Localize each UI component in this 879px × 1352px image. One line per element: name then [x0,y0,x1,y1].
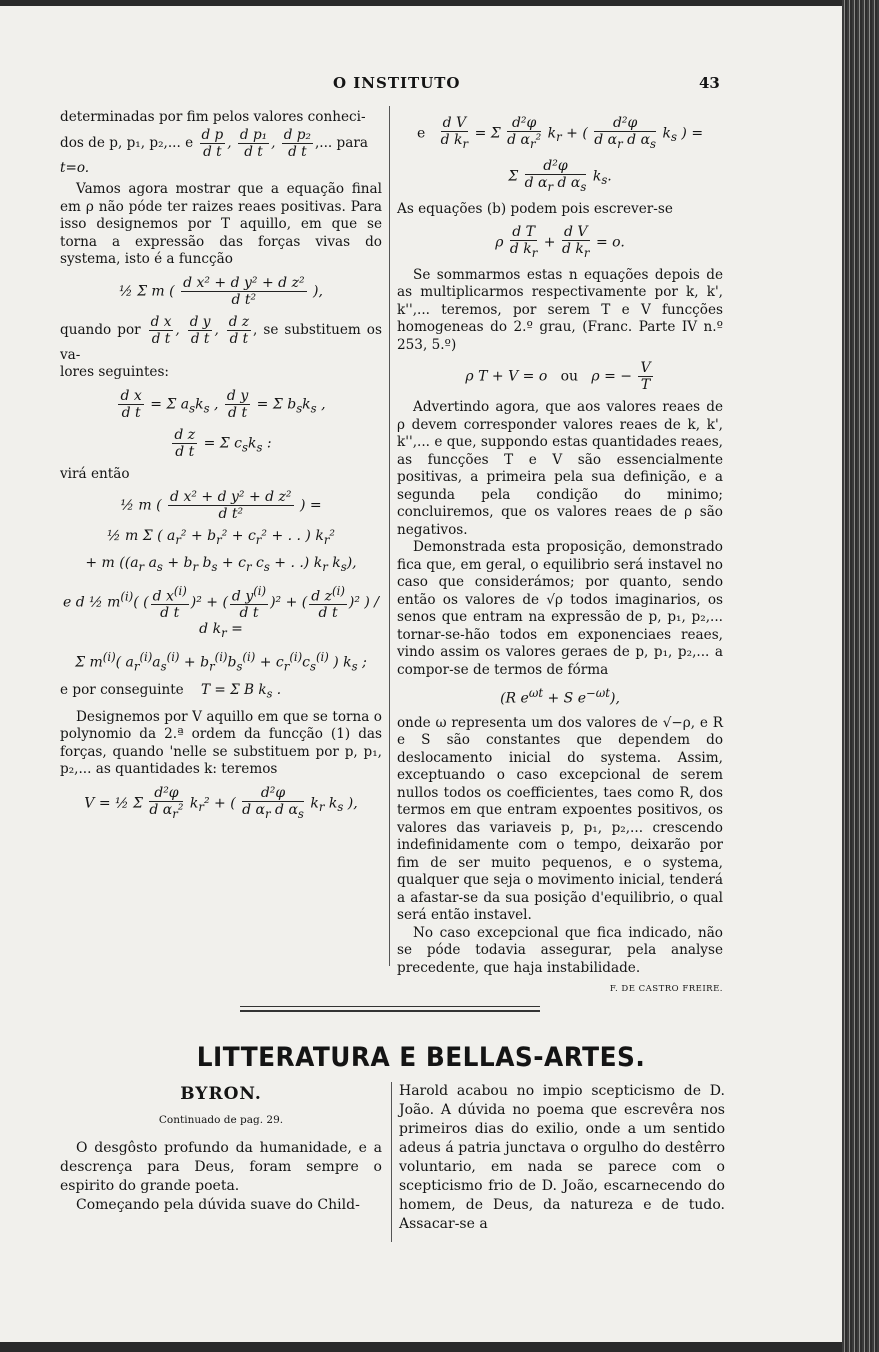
paragraph: Começando pela dúvida suave do Child- [76,1197,360,1213]
paragraph: Harold acabou no impio scepticismo de D. João. A dúvida no poema que escrevêra nos primeiros dias do exilio, onde a um sentido adeus á patria junctava o orgulho do destêrro voluntario, em nada se parece com o scepticismo frio de D. João, escarnecendo do homem, de Deus, da natureza e de tudo. Assacar-se a [399,1083,725,1232]
paragraph: O desgôsto profundo da humanidade, e a descrença para Deus, foram sempre o espirito do grande poeta. [60,1140,382,1194]
equation: ½ m ( $\frac{\text{d x² + d y² + d z²}}{\text{d t²}}$ ) = [120,489,322,522]
equation: V = ½ Σ $\frac{\text{d²φ}}{d \alpha_r^2}$ $k_r^2$ + ( $\frac{\text{d²φ}}{d \alpha_r d \alpha_s}$ $k_r$ $k_s$ ), [84,784,358,821]
article-left-column [60,1139,382,1215]
section-rule [240,1006,540,1007]
author-signature: F. DE CASTRO FREIRE. [609,984,723,995]
article-title: BYRON. [180,1084,262,1104]
column-divider [389,106,390,966]
book-edge [842,0,879,1352]
equation: ½ m Σ ( $a_r^2 + b_r^2 + c_r^2$ + . . ) $k_r^2$ [106,528,336,547]
paragraph: e por conseguinte T = Σ B $k_s$ . [60,681,282,701]
paragraph: determinadas por fim pelos valores conheci- [60,109,366,125]
paragraph: No caso excepcional que fica indicado, não se póde todavia assegurar, pela analyse precedente, que haja instabilidade. [397,924,723,976]
page [0,6,842,1342]
equation: ρ $\frac{\text{d T}}{d k_r}$ + $\frac{\text{d V}}{d k_r}$ = o. [495,224,625,260]
right-column [397,109,723,999]
paragraph: lores seguintes: [60,364,170,380]
equation: + m (($a_r$ $a_s + b_r$ $b_s + c_r$ $c_s$ + . .) $k_r$ $k_s$), [85,555,357,575]
paragraph: onde ω representa um dos valores de √−ρ, e R e S são constantes que dependem do deslocamento inicial do systema. Assim, exceptuando o caso excepcional de serem nullos todos os coefficientes, taes como R, dos termos em que entram expoentes positivos, os valores das variaveis p, p₁, p₂,... crescendo indefinidamente com o tempo, deixarão por fim de ser muito pequenos, e o systema, qualquer que seja o movimento inicial, tenderá a afastar-se da sua posição d'equilibrio, o qual será então instavel. [397,714,723,924]
equation: Σ $m^{(i)}$( $a_r^{(i)}a_s^{(i)} + b_r^{(i)}b_s^{(i)} + c_r^{(i)}c_s^{(i)}$ ) $k_s$ ; [75,649,367,673]
equation: ρ T + V = o ou ρ = − $\frac{V}{T}$ [465,360,651,394]
article-right-column [399,1082,725,1234]
paragraph: quando por $\frac{\text{d x}}{\text{d t}}$ , $\frac{\text{d y}}{\text{d t}}$ , $\frac{\text{d z}}{\text{d t}}$ , se substituem os va- [60,313,382,363]
paragraph: virá então [60,465,130,482]
section-title: LITTERATURA E BELLAS-ARTES. [196,1042,646,1073]
continued-note: Continuado de pag. 29. [158,1114,284,1126]
column-divider [391,1082,392,1242]
equation: ½ Σ m ( $\frac{\text{d x² + d y² + d z²}}{\text{d t²}}$ ), [119,274,323,308]
paragraph: Designemos por V aquillo em que se torna o polynomio da 2.ª ordem da funcção (1) das forças, quando 'nelle se substituem por p, p₁, p₂,... as quantidades k: teremos [60,708,382,778]
journal-title: O INSTITUTO [333,74,461,92]
page-header [0,74,842,98]
equation: (R $e^{\omega t} + S$ $e^{-\omega t}$), [500,686,620,708]
paragraph: Demonstrada esta proposição, demonstrado fica que, em geral, o equilibrio será instavel no caso que considerámos; por quanto, sendo então os valores de √ρ todos imaginarios, os senos que entram na expressão de p, p₁, p₂,... tornar-se-hão todos em exponenciaes reaes, vindo assim os valores geraes de p, p₁, p₂,... a compor-se de termos de fórma [397,539,723,678]
paragraph: t=o. [60,159,90,176]
page-number: 43 [699,74,720,92]
equation: $\frac{\text{d x}}{\text{d t}}$ = Σ $a_sk_s$ , $\frac{\text{d y}}{\text{d t}}$ = Σ $b_sk_s$ , [120,387,326,421]
paragraph: As equações (b) podem pois escrever-se [397,200,673,217]
equation: e $\frac{\text{d V}}{d k_r}$ = Σ $\frac{\text{d²φ}}{d \alpha_r^2}$ $k_r$ + ( $\frac{\text{d²φ}}{d \alpha_r d \alpha_s}$ $k_s$ ) = [416,115,704,151]
equation: e d ½ $m^{(i)}$( ( $\frac{d x^{(i)}}{\text{d t}}$ )² + ( $\frac{d y^{(i)}}{\text{d t}}$ )² + ( $\frac{d z^{(i)}}{\text{d t}}$ )² ) / d $k_r$ = [62,583,380,641]
left-column [60,109,382,828]
paragraph: Advertindo agora, que aos valores reaes de ρ devem corresponder valores reaes de k, k', k'',... e que, suppondo estas quantidades reaes, as funcções T e V são essencialmente positivas, a primeira pela sua definição, e a segunda pela condição do minimo; concluiremos, que os valores reaes de ρ são negativos. [397,399,723,538]
paragraph: Se sommarmos estas n equações depois de as multiplicarmos respectivamente por k, k', k'',... teremos, por serem T e V funcções homogeneas do 2.º grau, (Franc. Parte IV n.º 253, 5.º) [397,266,723,353]
paragraph: Vamos agora mostrar que a equação final em ρ não póde ter raizes reaes positivas. Para isso designemos por T aquillo, em que se torna a expressão das forças vivas do systema, isto é a funcção [60,181,382,267]
section-rule [240,1010,540,1012]
paragraph: dos de p, p₁, p₂,... e $\frac{\text{d p}}{\text{d t}}$ , $\frac{\text{d p₁}}{\text{d t}}$ , $\frac{\text{d p₂}}{\text{d t}}$ ,... para [60,126,368,160]
equation: Σ $\frac{\text{d²φ}}{d \alpha_r d \alpha_s}$ $k_s$. [508,157,612,194]
equation: $\frac{\text{d z}}{\text{d t}}$ = Σ $c_sk_s$ : [174,426,272,460]
